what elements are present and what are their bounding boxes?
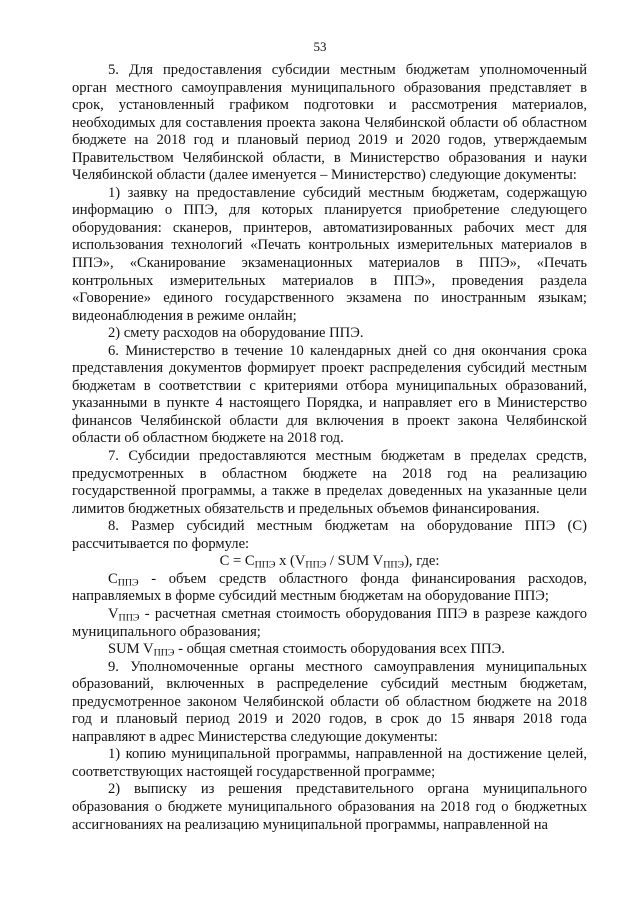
subsidy-formula: $C = C_{ППЭ}$ x ($V_{ППЭ}$ / SUM $V_{ППЭ}$), где:	[219, 553, 440, 571]
paragraph-9-item-2: 2) выписку из решения представительного органа муниципального образования о бюджете муниципального образования на 2018 год о бюджетных ассигнованиях на реализацию муниципальной программы, направленной на	[72, 781, 587, 833]
paragraph-7: 7. Субсидии предоставляются местным бюджетам в пределах средств, предусмотренных в областном бюджете на 2018 год на реализацию государственной программы, а также в пределах доведенных на указанные цели лимитов бюджетных обязательств и предельных объемов финансирования.	[72, 448, 587, 517]
definition-c: $C_{ППЭ}$ - объем средств областного фонда финансирования расходов, направляемых в форме субсидий местным бюджетам на оборудование ППЭ;	[72, 570, 587, 605]
paragraph-5-item-2: 2) смету расходов на оборудование ППЭ.	[108, 325, 364, 342]
page-number: 53	[313, 39, 327, 54]
paragraph-6: 6. Министерство в течение 10 календарных дней со дня окончания срока представления документов формирует проект распределения субсидий местным бюджетам в соответствии с критериями отбора муниципальных образований, указанными в пункте 4 настоящего Порядка, и направляет его в Министерство финансов Челябинской области для включения в проект закона Челябинской области об областном бюджете на 2018 год.	[72, 342, 587, 447]
definition-sum-v: SUM $V_{ППЭ}$ - общая сметная стоимость оборудования всех ППЭ.	[108, 641, 505, 659]
definition-v: $V_{ППЭ}$ - расчетная сметная стоимость оборудования ППЭ в разрезе каждого муниципального образования;	[72, 605, 587, 640]
document-body	[72, 62, 587, 834]
paragraph-5: 5. Для предоставления субсидии местным бюджетам уполномоченный орган местного самоуправления муниципального образования представляет в срок, установленный графиком подготовки и рассмотрения материалов, необходимых для составления проекта закона Челябинской области об областном бюджете на 2018 год и плановый период 2019 и 2020 годов, утверждаемым Правительством Челябинской области, в Министерство образования и науки Челябинской области (далее именуется – Министерство) следующие документы:	[72, 62, 587, 184]
paragraph-9-item-1: 1) копию муниципальной программы, направленной на достижение целей, соответствующих настоящей государственной программе;	[72, 746, 587, 780]
paragraph-9: 9. Уполномоченные органы местного самоуправления муниципальных образований, включенных в распределение субсидий местным бюджетам, предусмотренное законом Челябинской области об областном бюджете на 2018 год и плановый период 2019 и 2020 годов, в срок до 15 января 2018 года направляют в адрес Министерства следующие документы:	[72, 658, 587, 745]
paragraph-8: 8. Размер субсидий местным бюджетам на оборудование ППЭ (С) рассчитывается по формуле:	[72, 518, 587, 552]
paragraph-5-item-1: 1) заявку на предоставление субсидий местным бюджетам, содержащую информацию о ППЭ, для которых планируется приобретение следующего оборудования: сканеров, принтеров, автоматизированных рабочих мест для использования технологий «Печать контрольных измерительных материалов в ППЭ», «Сканирование экзаменационных материалов в ППЭ», «Печать контрольных измерительных материалов в ППЭ», проведения раздела «Говорение» единого государственного экзамена по иностранным языкам; видеонаблюдения в режиме онлайн;	[72, 184, 587, 324]
